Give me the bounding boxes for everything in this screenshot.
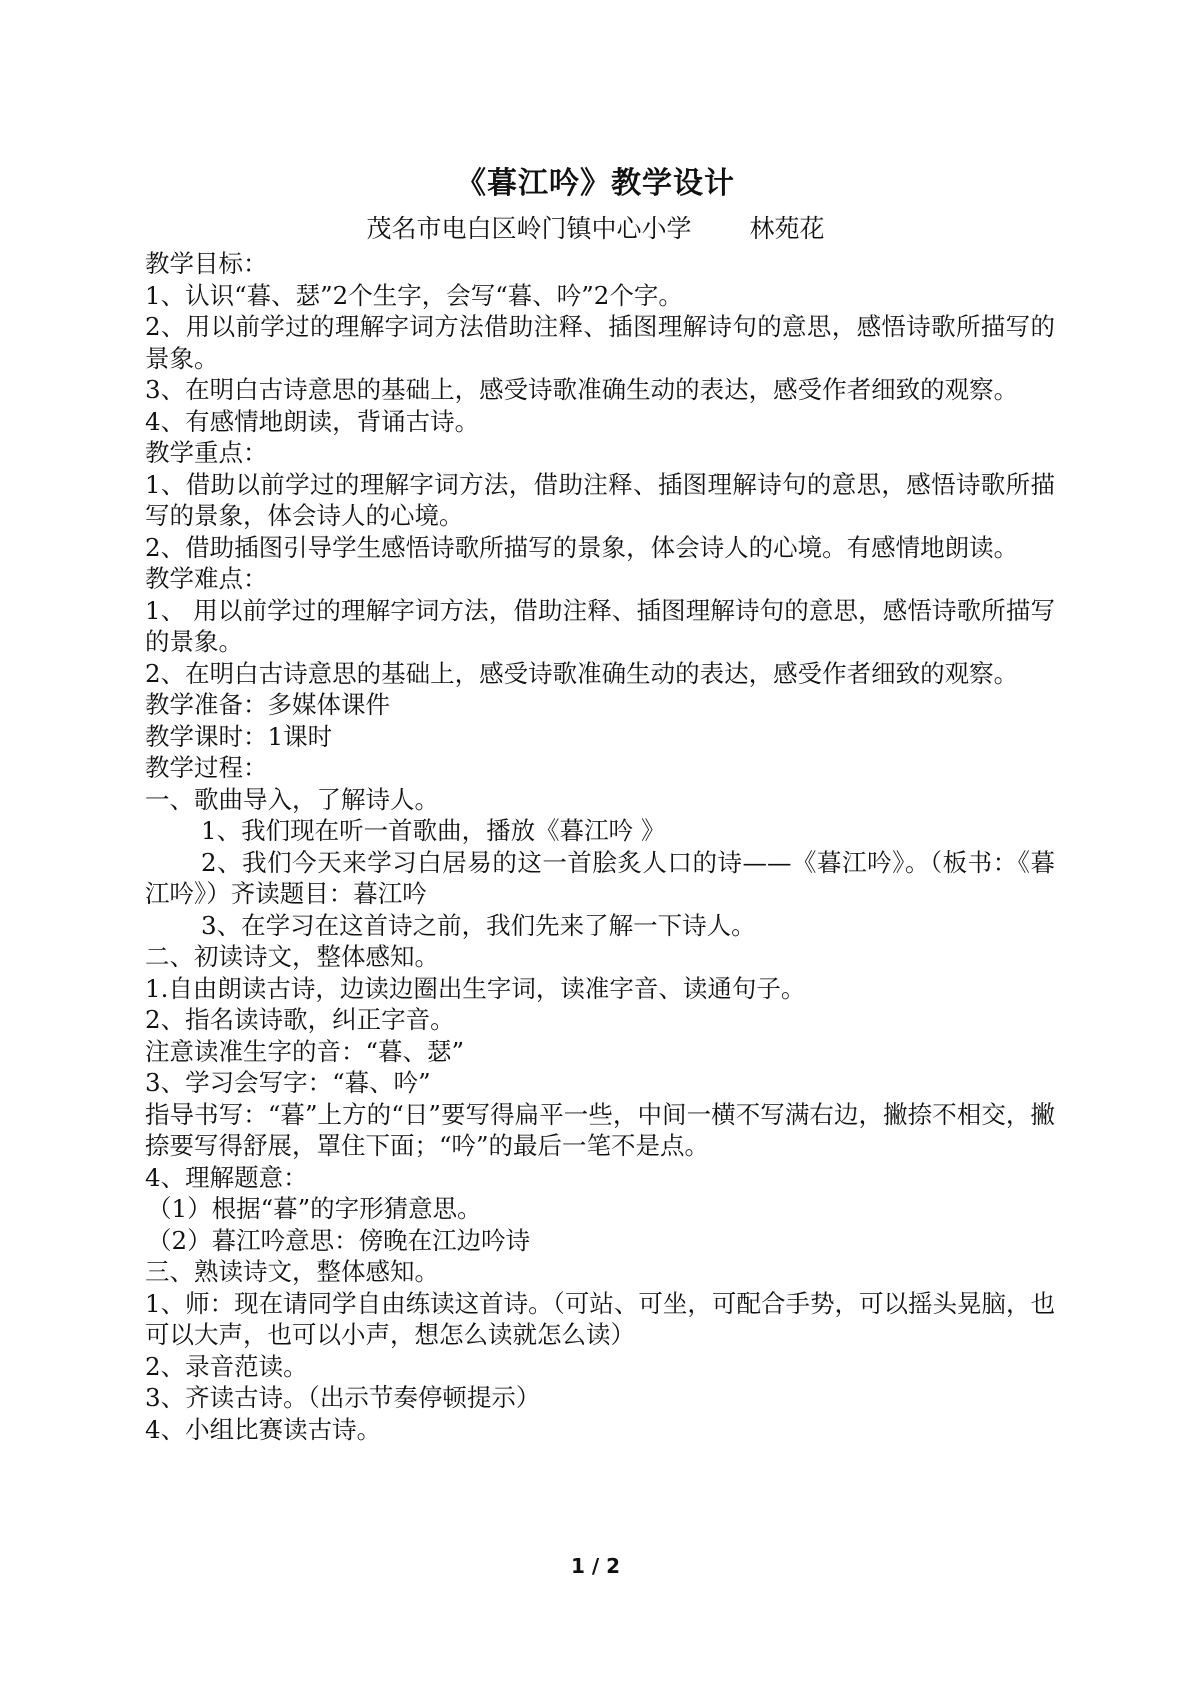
process-heading: 教学过程：	[145, 753, 268, 782]
process-item: 2、指名读诗歌，纠正字音。	[145, 1005, 455, 1034]
document-title: 《暮江吟》教学设计	[456, 166, 735, 201]
section-heading: 三、熟读诗文，整体感知。	[145, 1257, 439, 1286]
key-points-heading: 教学重点：	[145, 438, 268, 467]
process-item: （1）根据“暮”的字形猜意思。	[147, 1194, 482, 1223]
objective-item: 4、有感情地朗读，背诵古诗。	[145, 406, 480, 436]
process-item: 1.自由朗读古诗，边读边圈出生字词，读准字音、读通句子。	[145, 973, 806, 1003]
process-item: 3、齐读古诗。（出示节奏停顿提示）	[145, 1383, 541, 1412]
difficulty-item: 1、 用以前学过的理解字词方法，借助注释、插图理解诗句的意思，感悟诗歌所描写的景象。	[145, 595, 1055, 656]
process-item: 3、在学习在这首诗之前，我们先来了解一下诗人。	[201, 910, 756, 940]
objectives-heading: 教学目标：	[145, 249, 268, 278]
section-heading: 二、初读诗文，整体感知。	[145, 942, 439, 971]
page-number: 1 / 2	[570, 1554, 621, 1578]
difficulty-item: 2、在明白古诗意思的基础上，感受诗歌准确生动的表达，感受作者细致的观察。	[145, 658, 1019, 688]
process-item: 1、师：现在请同学自由练读这首诗。（可站、可坐，可配合手势，可以摇头晃脑，也可以大声，也可以小声，想怎么读就怎么读）	[145, 1288, 1055, 1349]
difficulties-heading: 教学难点：	[145, 564, 268, 593]
process-item: 3、学习会写字：“暮、吟”	[145, 1068, 431, 1097]
process-item: 注意读准生字的音：“暮、瑟”	[145, 1036, 465, 1066]
process-item: 4、理解题意：	[145, 1162, 308, 1192]
author-name: 林苑花	[749, 214, 825, 243]
school-name: 茂名市电白区岭门镇中心小学	[366, 214, 692, 243]
process-item: 2、录音范读。	[145, 1351, 308, 1381]
key-point-item: 2、借助插图引导学生感悟诗歌所描写的景象，体会诗人的心境。有感情地朗读。	[145, 532, 1019, 562]
objective-item: 1、认识“暮、瑟”2个生字，会写“暮、吟”2个字。	[145, 280, 683, 310]
author-line	[0, 212, 1191, 246]
process-item: 2、我们今天来学习白居易的这一首脍炙人口的诗——《暮江吟》。（板书：《暮江吟》）齐读题目：暮江吟	[145, 847, 1055, 908]
objective-item: 3、在明白古诗意思的基础上，感受诗歌准确生动的表达，感受作者细致的观察。	[145, 375, 1019, 404]
objective-item: 2、用以前学过的理解字词方法借助注释、插图理解诗句的意思，感悟诗歌所描写的景象。	[145, 312, 1055, 373]
process-item: 指导书写：“暮”上方的“日”要写得扁平一些，中间一横不写满右边，撇捺不相交，撇捺要写得舒展，罩住下面；“吟”的最后一笔不是点。	[145, 1099, 1055, 1160]
periods-line: 教学课时：1课时	[145, 721, 333, 751]
process-item: （2）暮江吟意思：傍晚在江边吟诗	[147, 1225, 531, 1255]
preparation-line: 教学准备：多媒体课件	[145, 690, 390, 719]
process-item: 4、小组比赛读古诗。	[145, 1414, 382, 1444]
section-heading: 一、歌曲导入，了解诗人。	[145, 784, 439, 814]
key-point-item: 1、借助以前学过的理解字词方法，借助注释、插图理解诗句的意思，感悟诗歌所描写的景象，体会诗人的心境。	[145, 469, 1055, 530]
process-item: 1、我们现在听一首歌曲，播放《暮江吟 》	[201, 816, 666, 845]
document-body	[145, 248, 1055, 1445]
